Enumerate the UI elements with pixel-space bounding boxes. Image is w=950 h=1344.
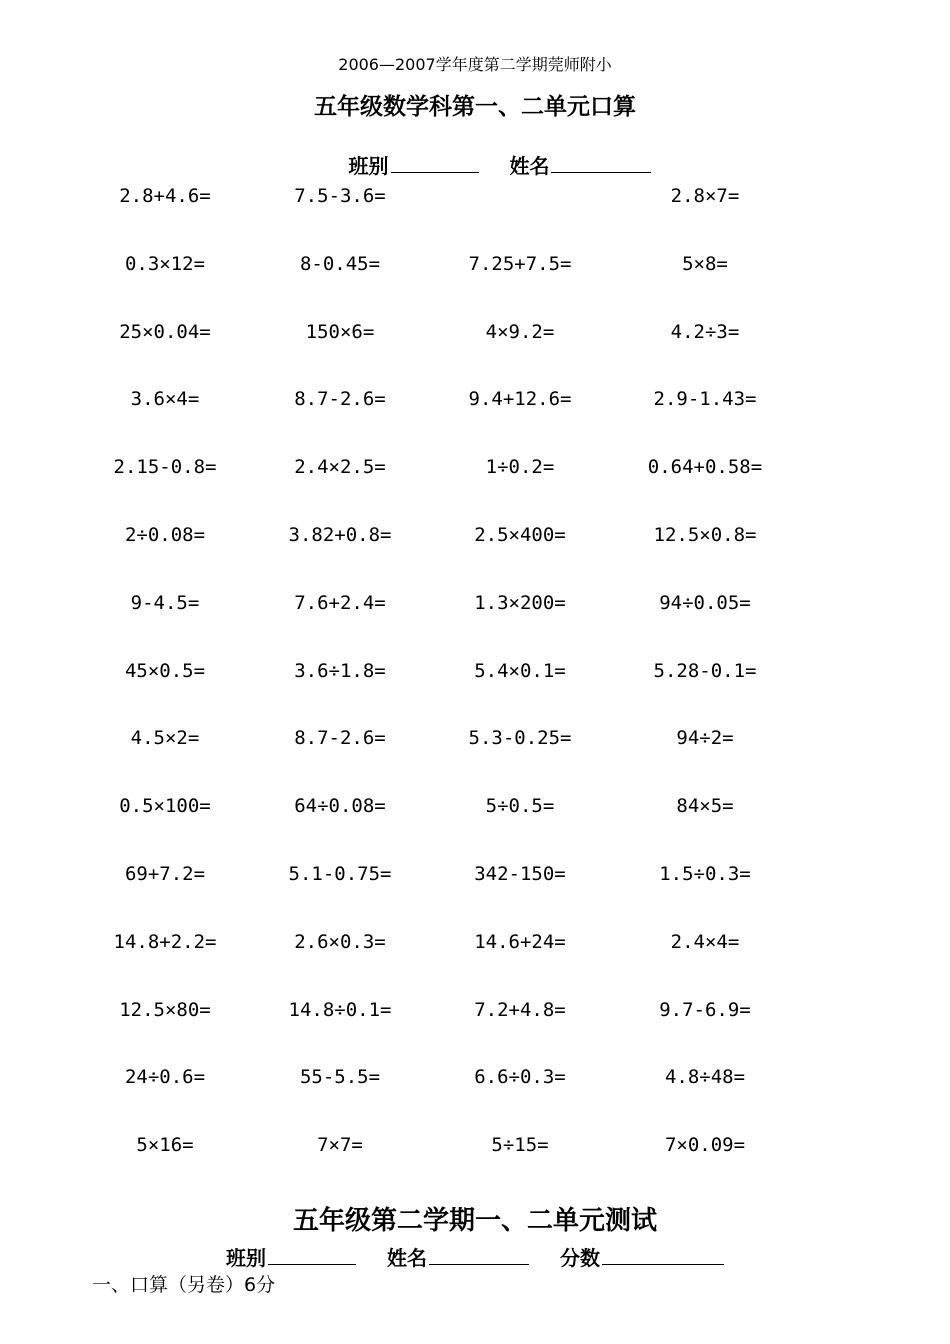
- problem-row: [75, 378, 875, 446]
- problem-item: 14.8+2.2=: [113, 930, 217, 953]
- problem-item: 14.6+24=: [474, 930, 566, 953]
- class-blank[interactable]: [391, 154, 479, 173]
- name-blank[interactable]: [551, 154, 651, 173]
- name-label: 姓名: [387, 1246, 427, 1270]
- problem-item: 2.5×400=: [474, 523, 566, 546]
- problem-item: 150×6=: [305, 320, 375, 343]
- problem-row: [75, 446, 875, 514]
- problem-item: 0.5×100=: [119, 795, 211, 818]
- problem-row: [75, 514, 875, 582]
- problem-row: [75, 175, 875, 243]
- problem-item: 2÷0.08=: [124, 523, 206, 546]
- problem-item: 94÷2=: [676, 727, 734, 750]
- problem-item: 84×5=: [676, 795, 734, 818]
- problem-item: 0.64+0.58=: [647, 456, 763, 479]
- problem-item: 5÷0.5=: [485, 795, 555, 818]
- test-title: 五年级第二学期一、二单元测试: [292, 1206, 657, 1236]
- problem-row: [75, 989, 875, 1057]
- class-blank[interactable]: [268, 1246, 356, 1265]
- section-heading: 一、口算（另卷）6分: [92, 1274, 276, 1296]
- problem-item: 342-150=: [474, 862, 566, 885]
- test-info-row: [0, 1242, 950, 1271]
- class-label: 班别: [348, 154, 389, 178]
- problem-item: 8.7-2.6=: [294, 727, 386, 750]
- problem-item: 0.3×12=: [124, 252, 206, 275]
- problem-item: 12.5×80=: [119, 998, 211, 1021]
- problem-item: 64÷0.08=: [294, 795, 386, 818]
- problem-item: 5×8=: [682, 252, 728, 275]
- problem-item: 6.6÷0.3=: [474, 1066, 566, 1089]
- problem-item: 7.5-3.6=: [294, 185, 386, 207]
- problem-item: 14.8÷0.1=: [288, 998, 392, 1021]
- class-field: [226, 1242, 356, 1271]
- problem-row: [75, 717, 875, 785]
- problem-row: [75, 1056, 875, 1124]
- problem-item: 2.4×2.5=: [294, 456, 386, 479]
- problem-row: [75, 243, 875, 311]
- problem-item: 7.2+4.8=: [474, 998, 566, 1021]
- problem-item: 4.2÷3=: [670, 320, 740, 343]
- problem-row: [75, 1124, 875, 1192]
- problem-item: 9.4+12.6=: [468, 388, 572, 411]
- problem-row: [75, 921, 875, 989]
- name-blank[interactable]: [429, 1246, 529, 1265]
- worksheet-title: 五年级数学科第一、二单元口算: [314, 94, 636, 120]
- problem-item: 25×0.04=: [119, 320, 211, 343]
- problem-item: 5.28-0.1=: [653, 659, 757, 682]
- problem-item: 1.5÷0.3=: [659, 862, 751, 885]
- problem-item: 4×9.2=: [485, 320, 555, 343]
- problem-item: 2.8×7=: [670, 185, 740, 207]
- problem-item: 4.8÷48=: [664, 1066, 746, 1089]
- problem-item: 2.8+4.6=: [119, 185, 211, 207]
- class-label: 班别: [226, 1246, 267, 1270]
- problem-item: 69+7.2=: [124, 862, 206, 885]
- problem-item: 24÷0.6=: [124, 1066, 206, 1089]
- problem-item: 5.4×0.1=: [474, 659, 566, 682]
- score-blank[interactable]: [602, 1246, 724, 1265]
- problem-item: 3.6÷1.8=: [294, 659, 386, 682]
- problem-item: 5×16=: [136, 1134, 194, 1157]
- problem-item: 7.25+7.5=: [468, 252, 572, 275]
- problem-item: 3.82+0.8=: [288, 523, 392, 546]
- score-field: [560, 1242, 724, 1271]
- problem-item: 1÷0.2=: [485, 456, 555, 479]
- problem-item: 3.6×4=: [130, 388, 200, 411]
- problem-item: 5.1-0.75=: [288, 862, 392, 885]
- problem-item: 5÷15=: [491, 1134, 549, 1157]
- problem-item: 12.5×0.8=: [653, 523, 757, 546]
- problem-item: 9.7-6.9=: [659, 998, 751, 1021]
- problem-item: 4.5×2=: [130, 727, 200, 750]
- problem-item: 7×0.09=: [664, 1134, 746, 1157]
- problem-item: 7.6+2.4=: [294, 591, 386, 614]
- problem-grid: [75, 175, 875, 1192]
- problem-item: 55-5.5=: [299, 1066, 381, 1089]
- problem-item: 5.3-0.25=: [468, 727, 572, 750]
- problem-row: [75, 785, 875, 853]
- problem-row: [75, 582, 875, 650]
- score-label: 分数: [559, 1246, 600, 1270]
- problem-item: 94÷0.05=: [659, 591, 751, 614]
- name-field: [387, 1242, 529, 1271]
- problem-item: 8-0.45=: [299, 252, 381, 275]
- school-header: 2006—2007学年度第二学期莞师附小: [338, 55, 612, 74]
- problem-row: [75, 650, 875, 718]
- problem-item: 2.15-0.8=: [113, 456, 217, 479]
- name-label: 姓名: [509, 154, 550, 178]
- problem-item: 2.6×0.3=: [294, 930, 386, 953]
- problem-item: 2.4×4=: [670, 930, 740, 953]
- problem-item: 1.3×200=: [474, 591, 566, 614]
- problem-item: 8.7-2.6=: [294, 388, 386, 411]
- problem-item: 45×0.5=: [124, 659, 206, 682]
- problem-item: 2.9-1.43=: [653, 388, 757, 411]
- problem-item: 7×7=: [317, 1134, 363, 1157]
- problem-item: 9-4.5=: [130, 591, 200, 614]
- problem-row: [75, 853, 875, 921]
- problem-row: [75, 311, 875, 379]
